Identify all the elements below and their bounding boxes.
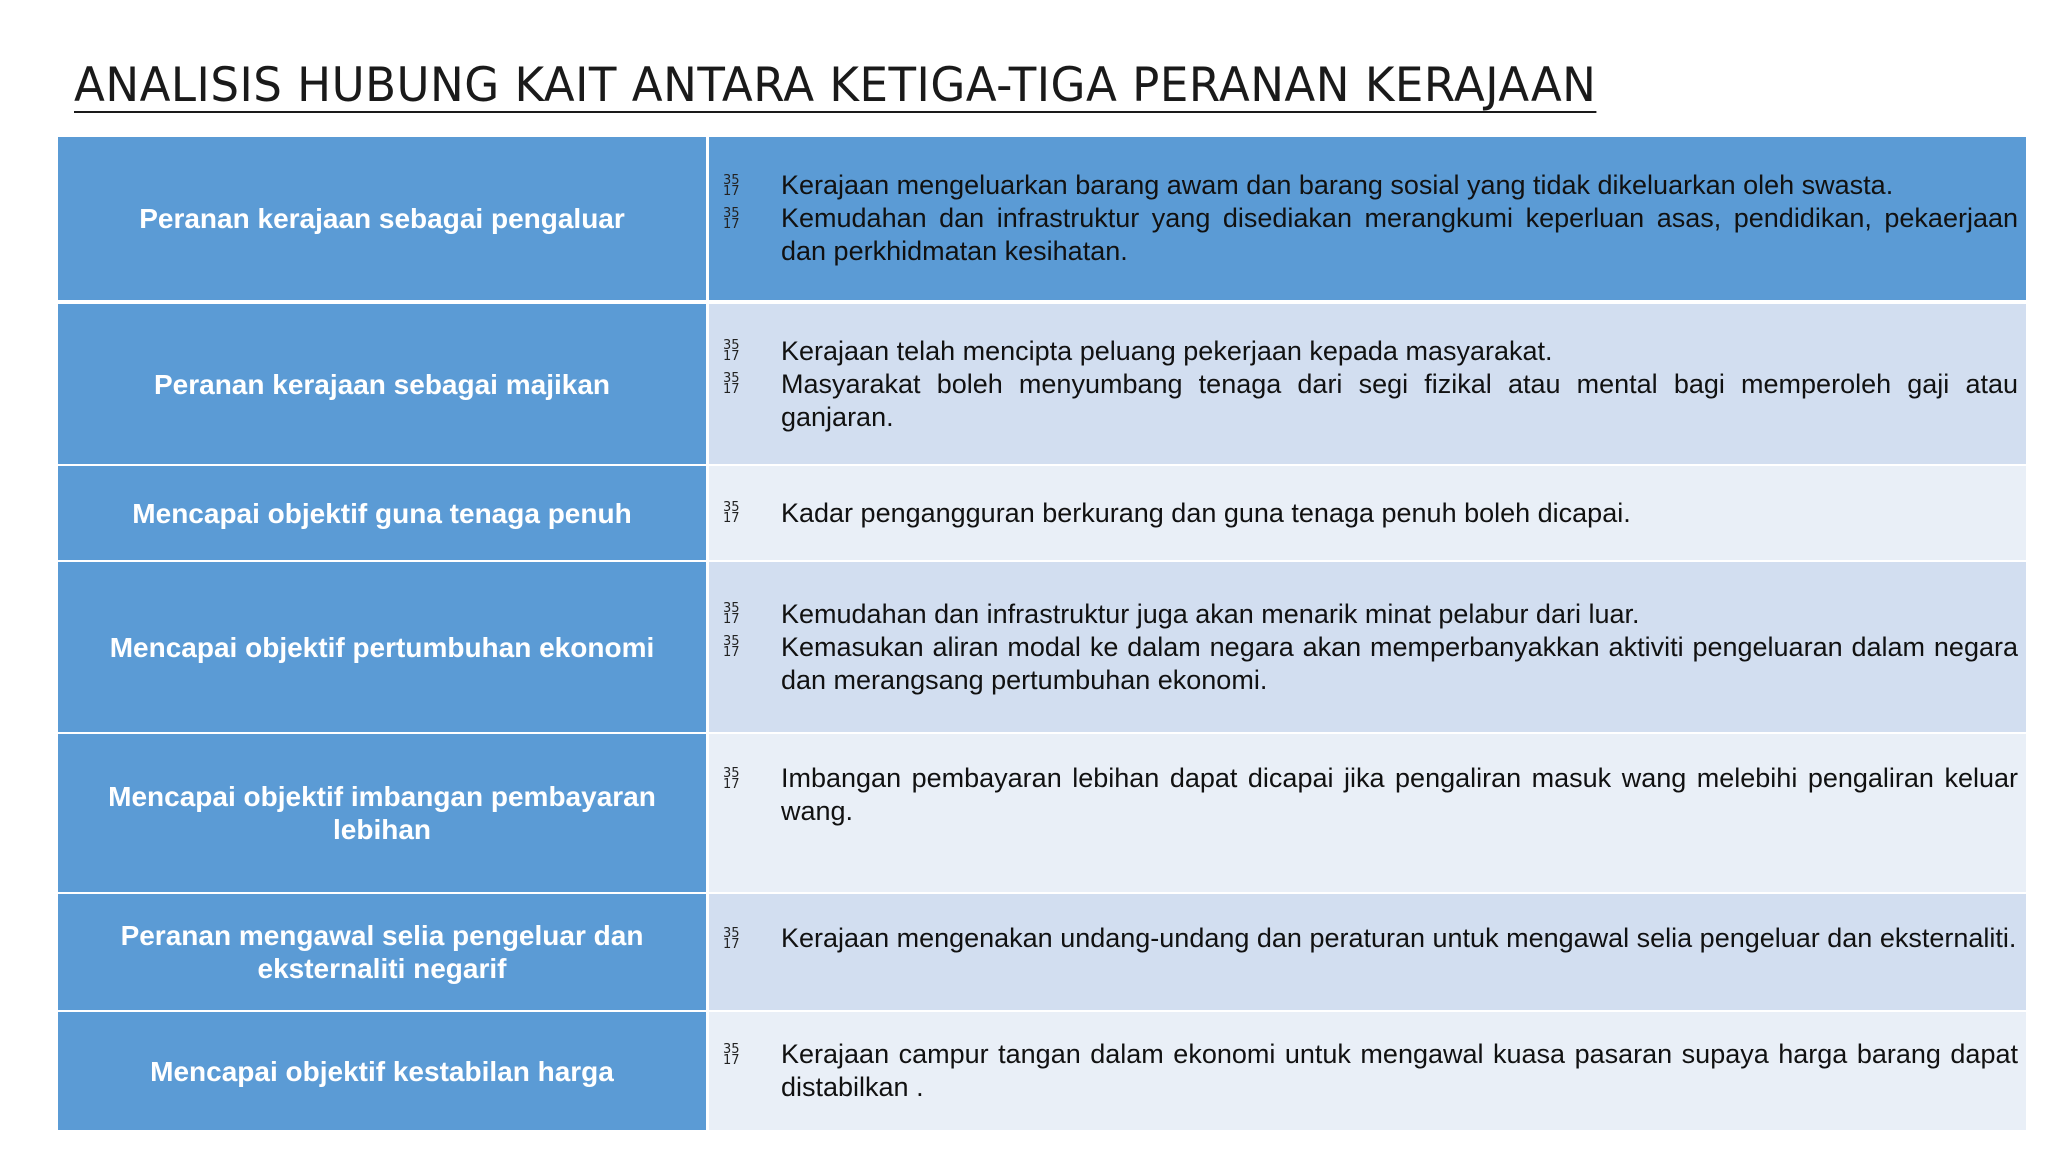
- bullet-icon: 35 17: [723, 205, 740, 232]
- list-item: [721, 922, 2018, 955]
- table-row: [58, 465, 2026, 561]
- list-item: [721, 1038, 2018, 1104]
- bullet-icon: 35 17: [723, 765, 740, 792]
- point-text: Kerajaan mengenakan undang-undang dan peraturan untuk mengawal selia pengeluar dan eksternaliti.: [781, 923, 2017, 953]
- role-cell: Mencapai objektif pertumbuhan ekonomi: [58, 561, 708, 733]
- role-cell: Peranan kerajaan sebagai pengaluar: [58, 137, 708, 302]
- list-item: [721, 368, 2018, 434]
- point-text: Imbangan pembayaran lebihan dapat dicapai jika pengaliran masuk wang melebihi pengaliran keluar wang.: [781, 763, 2018, 826]
- table-row: [58, 561, 2026, 733]
- bullet-icon: 35 17: [723, 371, 740, 397]
- description-cell: [708, 733, 2027, 893]
- page-title: ANALISIS HUBUNG KAIT ANTARA KETIGA-TIGA PERANAN KERAJAAN: [74, 58, 1597, 113]
- list-item: [721, 169, 2018, 202]
- list-item: [721, 202, 2018, 268]
- point-text: Kerajaan campur tangan dalam ekonomi untuk mengawal kuasa pasaran supaya harga barang dapat distabilkan .: [781, 1039, 2018, 1102]
- bullet-icon: 35 17: [723, 601, 740, 627]
- description-cell: [708, 893, 2027, 1011]
- description-cell: [708, 137, 2027, 302]
- description-cell: [708, 561, 2027, 733]
- point-text: Kemudahan dan infrastruktur juga akan menarik minat pelabur dari luar.: [781, 598, 1640, 629]
- list-item: [721, 598, 2018, 631]
- bullet-icon: 35 17: [723, 338, 740, 364]
- list-item: [721, 335, 2018, 368]
- table-row: [58, 1011, 2026, 1130]
- description-cell: [708, 465, 2027, 561]
- bullet-icon: 35 17: [723, 634, 740, 660]
- description-cell: [708, 1011, 2027, 1130]
- table-row: [58, 137, 2026, 302]
- point-text: Kerajaan telah mencipta peluang pekerjaan kepada masyarakat.: [781, 335, 1553, 366]
- point-text: Masyarakat boleh menyumbang tenaga dari segi fizikal atau mental bagi memperoleh gaji atau ganjaran.: [781, 368, 2018, 432]
- role-cell: Mencapai objektif guna tenaga penuh: [58, 465, 708, 561]
- bullet-icon: 35 17: [723, 1041, 740, 1068]
- point-text: Kemasukan aliran modal ke dalam negara akan memperbanyakkan aktiviti pengeluaran dalam negara dan merangsang pertumbuhan ekonomi.: [781, 631, 2018, 695]
- table-row: [58, 302, 2026, 465]
- bullet-icon: 35 17: [723, 172, 740, 199]
- role-cell: Mencapai objektif imbangan pembayaran lebihan: [58, 733, 708, 893]
- point-text: Kadar pengangguran berkurang dan guna tenaga penuh boleh dicapai.: [781, 497, 1631, 528]
- role-cell: Peranan kerajaan sebagai majikan: [58, 302, 708, 465]
- point-text: Kemudahan dan infrastruktur yang disediakan merangkumi keperluan asas, pendidikan, pekaerjaan dan perkhidmatan kesihatan.: [781, 203, 2018, 266]
- table-row: [58, 733, 2026, 893]
- bullet-icon: 35 17: [723, 925, 740, 952]
- list-item: [721, 497, 2018, 530]
- analysis-table: [58, 137, 2026, 1130]
- bullet-icon: 35 17: [723, 500, 740, 526]
- description-cell: [708, 302, 2027, 465]
- table-row: [58, 893, 2026, 1011]
- role-cell: Peranan mengawal selia pengeluar dan eksternaliti negarif: [58, 893, 708, 1011]
- list-item: [721, 762, 2018, 828]
- role-cell: Mencapai objektif kestabilan harga: [58, 1011, 708, 1130]
- list-item: [721, 631, 2018, 697]
- point-text: Kerajaan mengeluarkan barang awam dan barang sosial yang tidak dikeluarkan oleh swasta.: [781, 170, 1894, 200]
